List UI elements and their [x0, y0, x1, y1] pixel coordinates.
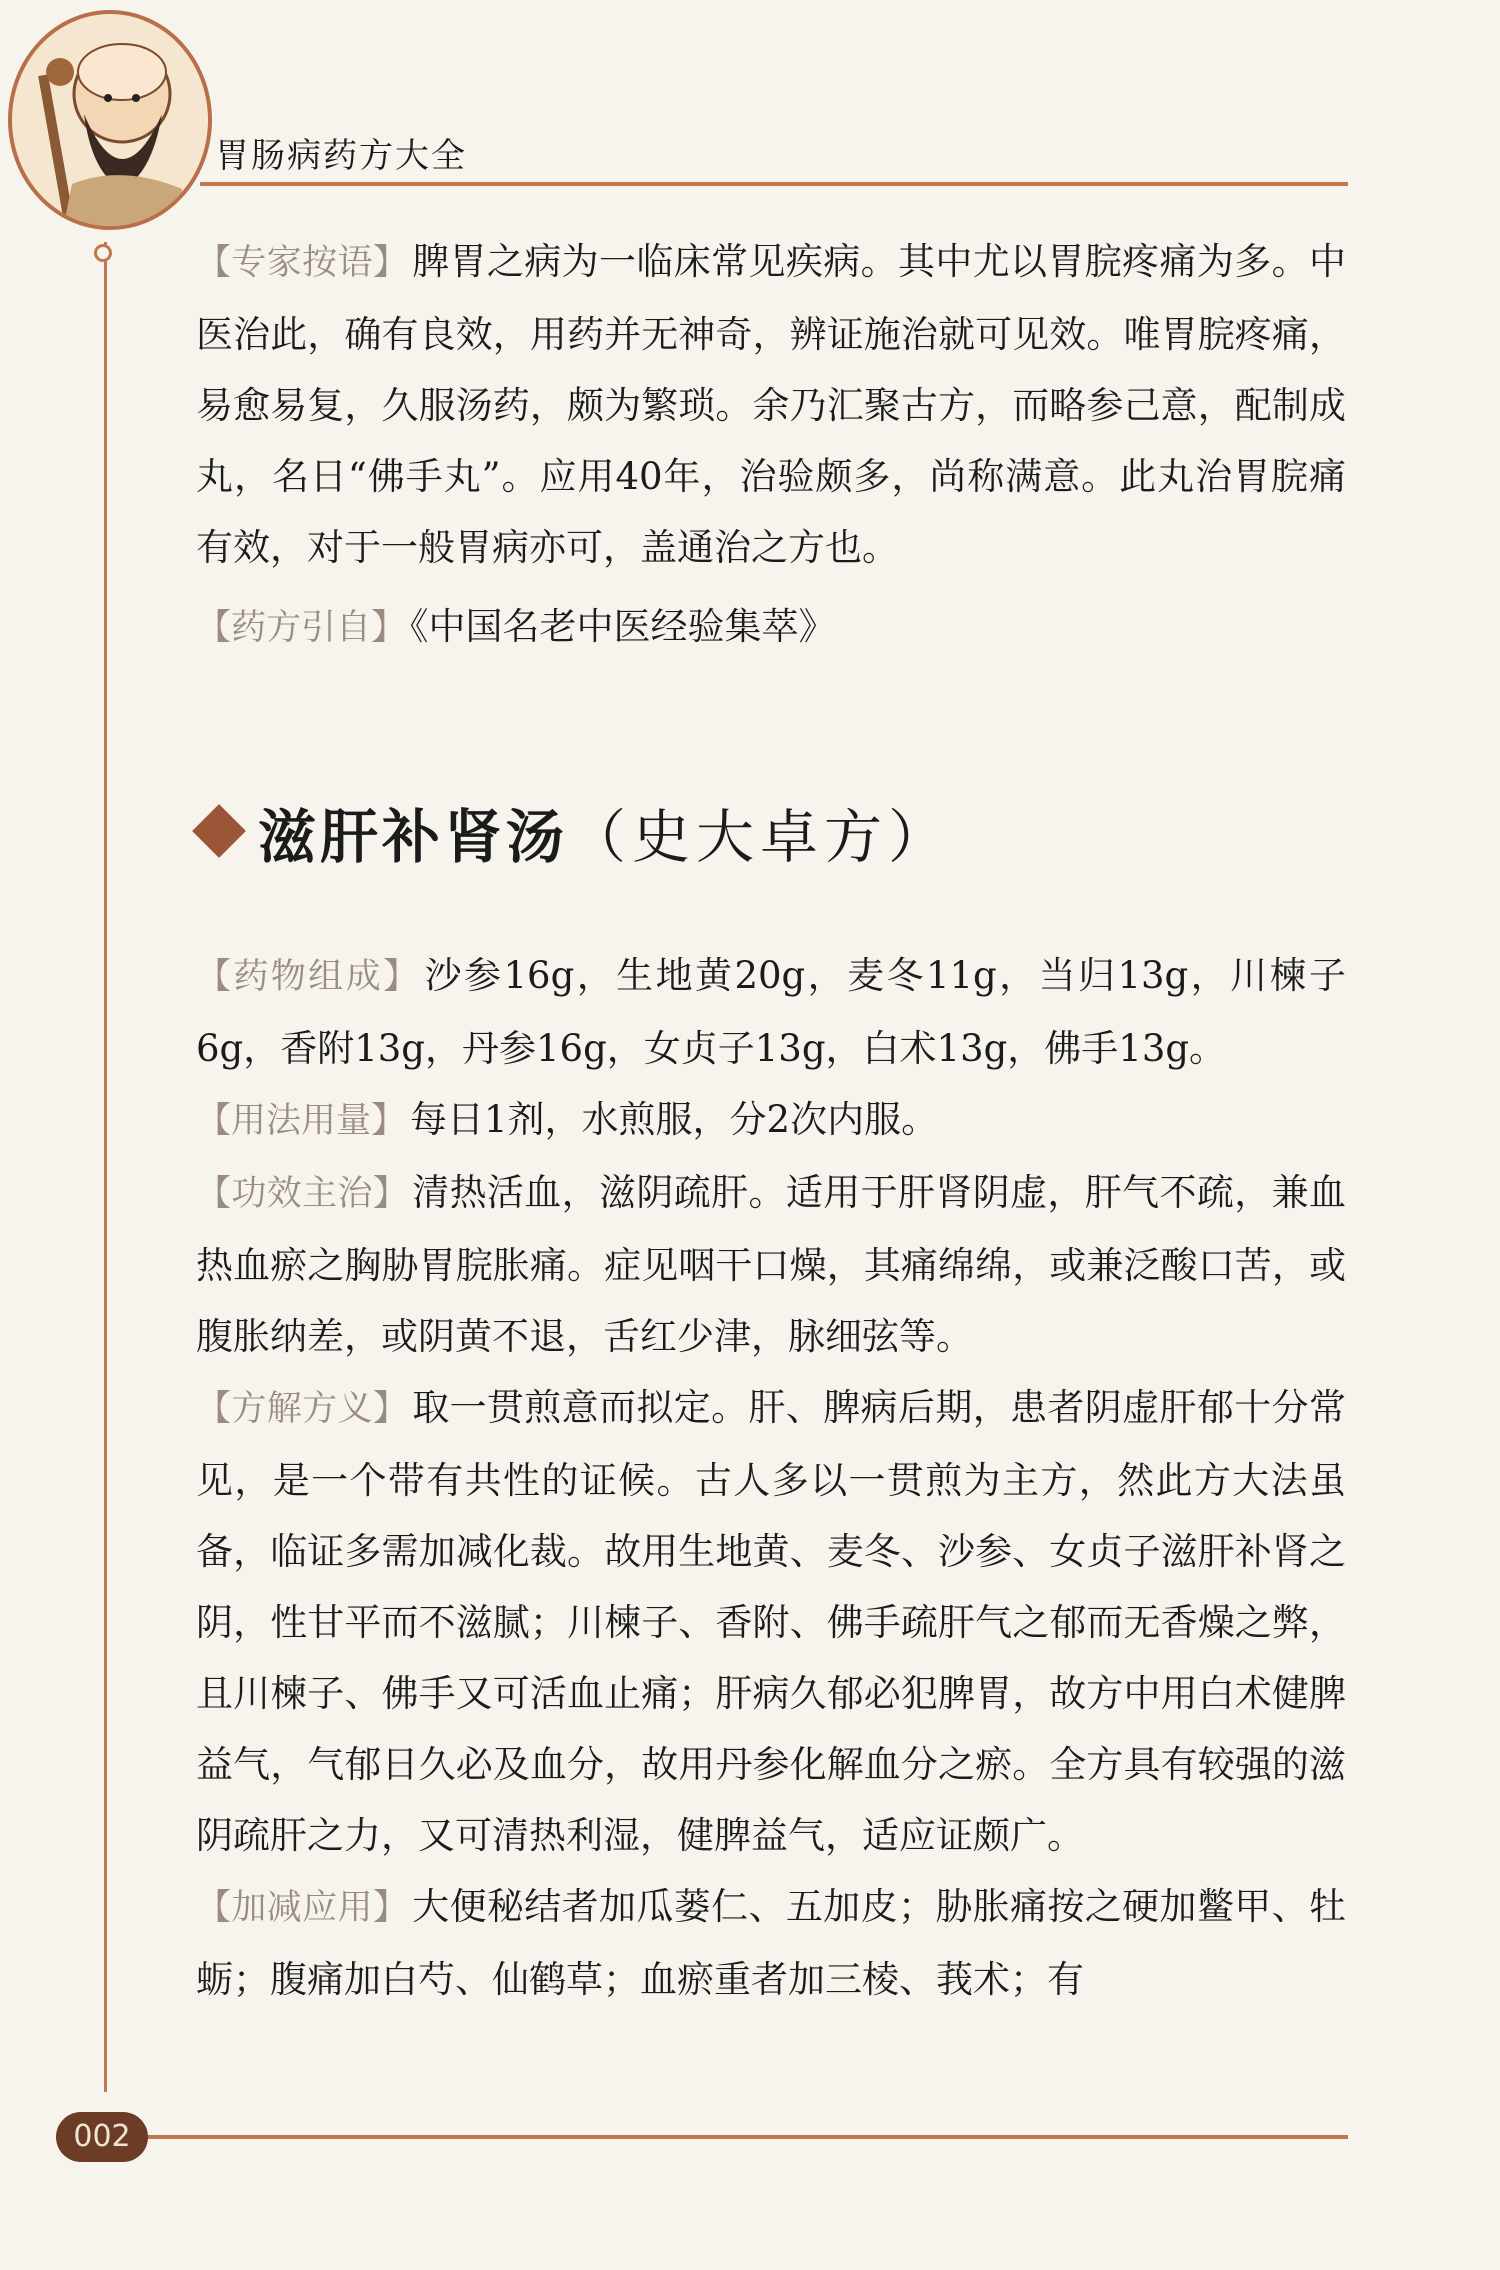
margin-circle: [94, 244, 112, 262]
section-heading: [258, 790, 952, 874]
source-paragraph: [196, 591, 1346, 664]
paragraph-text: 每日1剂，水煎服，分2次内服。: [410, 1098, 939, 1141]
modification-paragraph: [196, 1871, 1346, 2015]
paragraph-tag: 【药物组成】: [196, 957, 421, 997]
header-divider: [200, 182, 1348, 186]
paragraph-tag: 【功效主治】: [196, 1174, 409, 1214]
margin-line: [104, 242, 107, 2092]
paragraph-tag: 【方解方义】: [196, 1389, 409, 1429]
paragraph-tag: 【加减应用】: [196, 1888, 409, 1928]
dosage-paragraph: [196, 1084, 1346, 1157]
recipe-title: 滋肝补肾汤: [258, 803, 569, 871]
recipe-author: （史大卓方）: [568, 803, 953, 871]
paragraph-tag: 【用法用量】: [196, 1101, 407, 1141]
paragraph-text: 脾胃之病为一临床常见疾病。其中尤以胃脘疼痛为多。中医治此，确有良效，用药并无神奇，辨证施治就可见效。唯胃脘疼痛，易愈易复，久服汤药，颇为繁琐。余乃汇聚古方，而略参己意，配制成丸，名日“佛手丸”。应用40年，治验颇多，尚称满意。此丸治胃脘痛有效，对于一般胃病亦可，盖通治之方也。: [196, 240, 1346, 569]
paragraph-tag: 【专家按语】: [196, 243, 409, 283]
paragraph-text: 取一贯煎意而拟定。肝、脾病后期，患者阴虚肝郁十分常见，是一个带有共性的证候。古人多以一贯煎为主方，然此方大法虽备，临证多需加减化裁。故用生地黄、麦冬、沙参、女贞子滋肝补肾之阴，性甘平而不滋腻；川楝子、香附、佛手疏肝气之郁而无香燥之弊，且川楝子、佛手又可活血止痛；肝病久郁必犯脾胃，故方中用白术健脾益气，气郁日久必及血分，故用丹参化解血分之瘀。全方具有较强的滋阴疏肝之力，又可清热利湿，健脾益气，适应证颇广。: [196, 1386, 1346, 1857]
book-title: 胃肠病药方大全: [215, 136, 467, 176]
ingredients-paragraph: [196, 940, 1346, 1084]
paragraph-text: 《中国名老中医经验集萃》: [410, 605, 836, 648]
paragraph-text: 大便秘结者加瓜蒌仁、五加皮；胁胀痛按之硬加鳖甲、牡蛎；腹痛加白芍、仙鹤草；血瘀重者加三棱、莪术；有: [196, 1885, 1346, 2001]
expert-comment-paragraph: [196, 226, 1346, 583]
top-section: [196, 226, 1346, 664]
efficacy-paragraph: [196, 1157, 1346, 1372]
paragraph-text: 沙参16g，生地黄20g，麦冬11g，当归13g，川楝子6g，香附13g，丹参16g，女贞子13g，白术13g，佛手13g。: [196, 954, 1346, 1070]
paragraph-tag: 【药方引自】: [196, 608, 407, 648]
footer-divider: [130, 2135, 1348, 2139]
recipe-section: [196, 940, 1346, 2015]
heading-diamond-icon: [192, 804, 246, 858]
page-number: 002: [56, 2112, 148, 2162]
old-sage-icon: [12, 14, 212, 230]
paragraph-text: 清热活血，滋阴疏肝。适用于肝肾阴虚，肝气不疏，兼血热血瘀之胸胁胃脘胀痛。症见咽干口燥，其痛绵绵，或兼泛酸口苦，或腹胀纳差，或阴黄不退，舌红少津，脉细弦等。: [196, 1171, 1346, 1358]
elder-portrait: [8, 10, 212, 230]
explanation-paragraph: [196, 1372, 1346, 1871]
